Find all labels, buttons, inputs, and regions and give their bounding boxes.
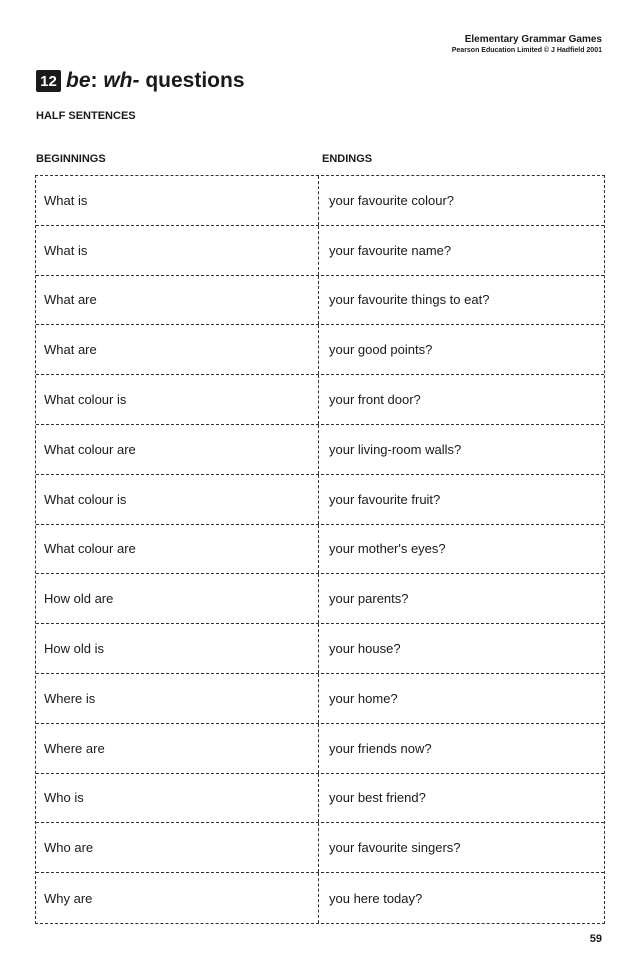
beginning-cell: What colour are [36,425,319,474]
ending-cell: you here today? [329,890,423,906]
beginnings-header: BEGINNINGS [36,153,106,165]
table-row [36,624,604,674]
beginning-cell: Why are [36,873,319,923]
worksheet-title [66,69,245,93]
table-row [36,774,604,824]
beginning-cell: What is [36,226,319,275]
table-row [36,724,604,774]
beginning-cell: How old are [36,574,319,623]
ending-cell: your house? [329,641,401,657]
beginning-cell: How old is [36,624,319,673]
ending-cell: your favourite singers? [329,840,461,856]
table-row [36,425,604,475]
table-row [36,873,604,923]
ending-cell: your favourite things to eat? [329,292,490,308]
worksheet-number-badge: 12 [36,70,61,92]
table-row [36,176,604,226]
ending-cell: your parents? [329,591,409,607]
worksheet-title-row [36,68,245,94]
table-row [36,674,604,724]
ending-cell: your home? [329,690,398,706]
beginning-cell: Who are [36,823,319,872]
beginning-cell: Who is [36,774,319,823]
title-colon: : [90,69,104,92]
worksheet-subtitle: HALF SENTENCES [36,110,136,122]
ending-cell: your favourite name? [329,242,452,258]
title-be: be [66,69,91,92]
page-header [452,33,602,56]
ending-cell: your living-room walls? [329,441,462,457]
beginning-cell: What colour is [36,375,319,424]
table-row [36,226,604,276]
table-row [36,276,604,326]
ending-cell: your favourite fruit? [329,491,441,507]
title-questions: questions [139,69,245,92]
beginning-cell: What colour are [36,525,319,574]
ending-cell: your good points? [329,342,433,358]
book-title: Elementary Grammar Games [464,34,602,45]
table-row [36,475,604,525]
beginning-cell: What are [36,276,319,325]
table-row [36,574,604,624]
endings-header: ENDINGS [322,153,373,165]
beginning-cell: What is [36,176,319,225]
ending-cell: your favourite colour? [329,192,455,208]
beginning-cell: What colour is [36,475,319,524]
table-row [36,325,604,375]
ending-cell: your front door? [329,392,421,408]
table-row [36,375,604,425]
ending-cell: your friends now? [329,740,432,756]
beginning-cell: Where is [36,674,319,723]
title-wh: wh- [103,69,140,92]
table-row [36,525,604,575]
half-sentences-table [35,175,605,924]
table-row [36,823,604,873]
beginning-cell: Where are [36,724,319,773]
copyright-credit: Pearson Education Limited © J Hadfield 2001 [451,47,602,54]
ending-cell: your mother's eyes? [329,541,446,557]
ending-cell: your best friend? [329,790,426,806]
beginning-cell: What are [36,325,319,374]
page-number: 59 [589,933,602,945]
